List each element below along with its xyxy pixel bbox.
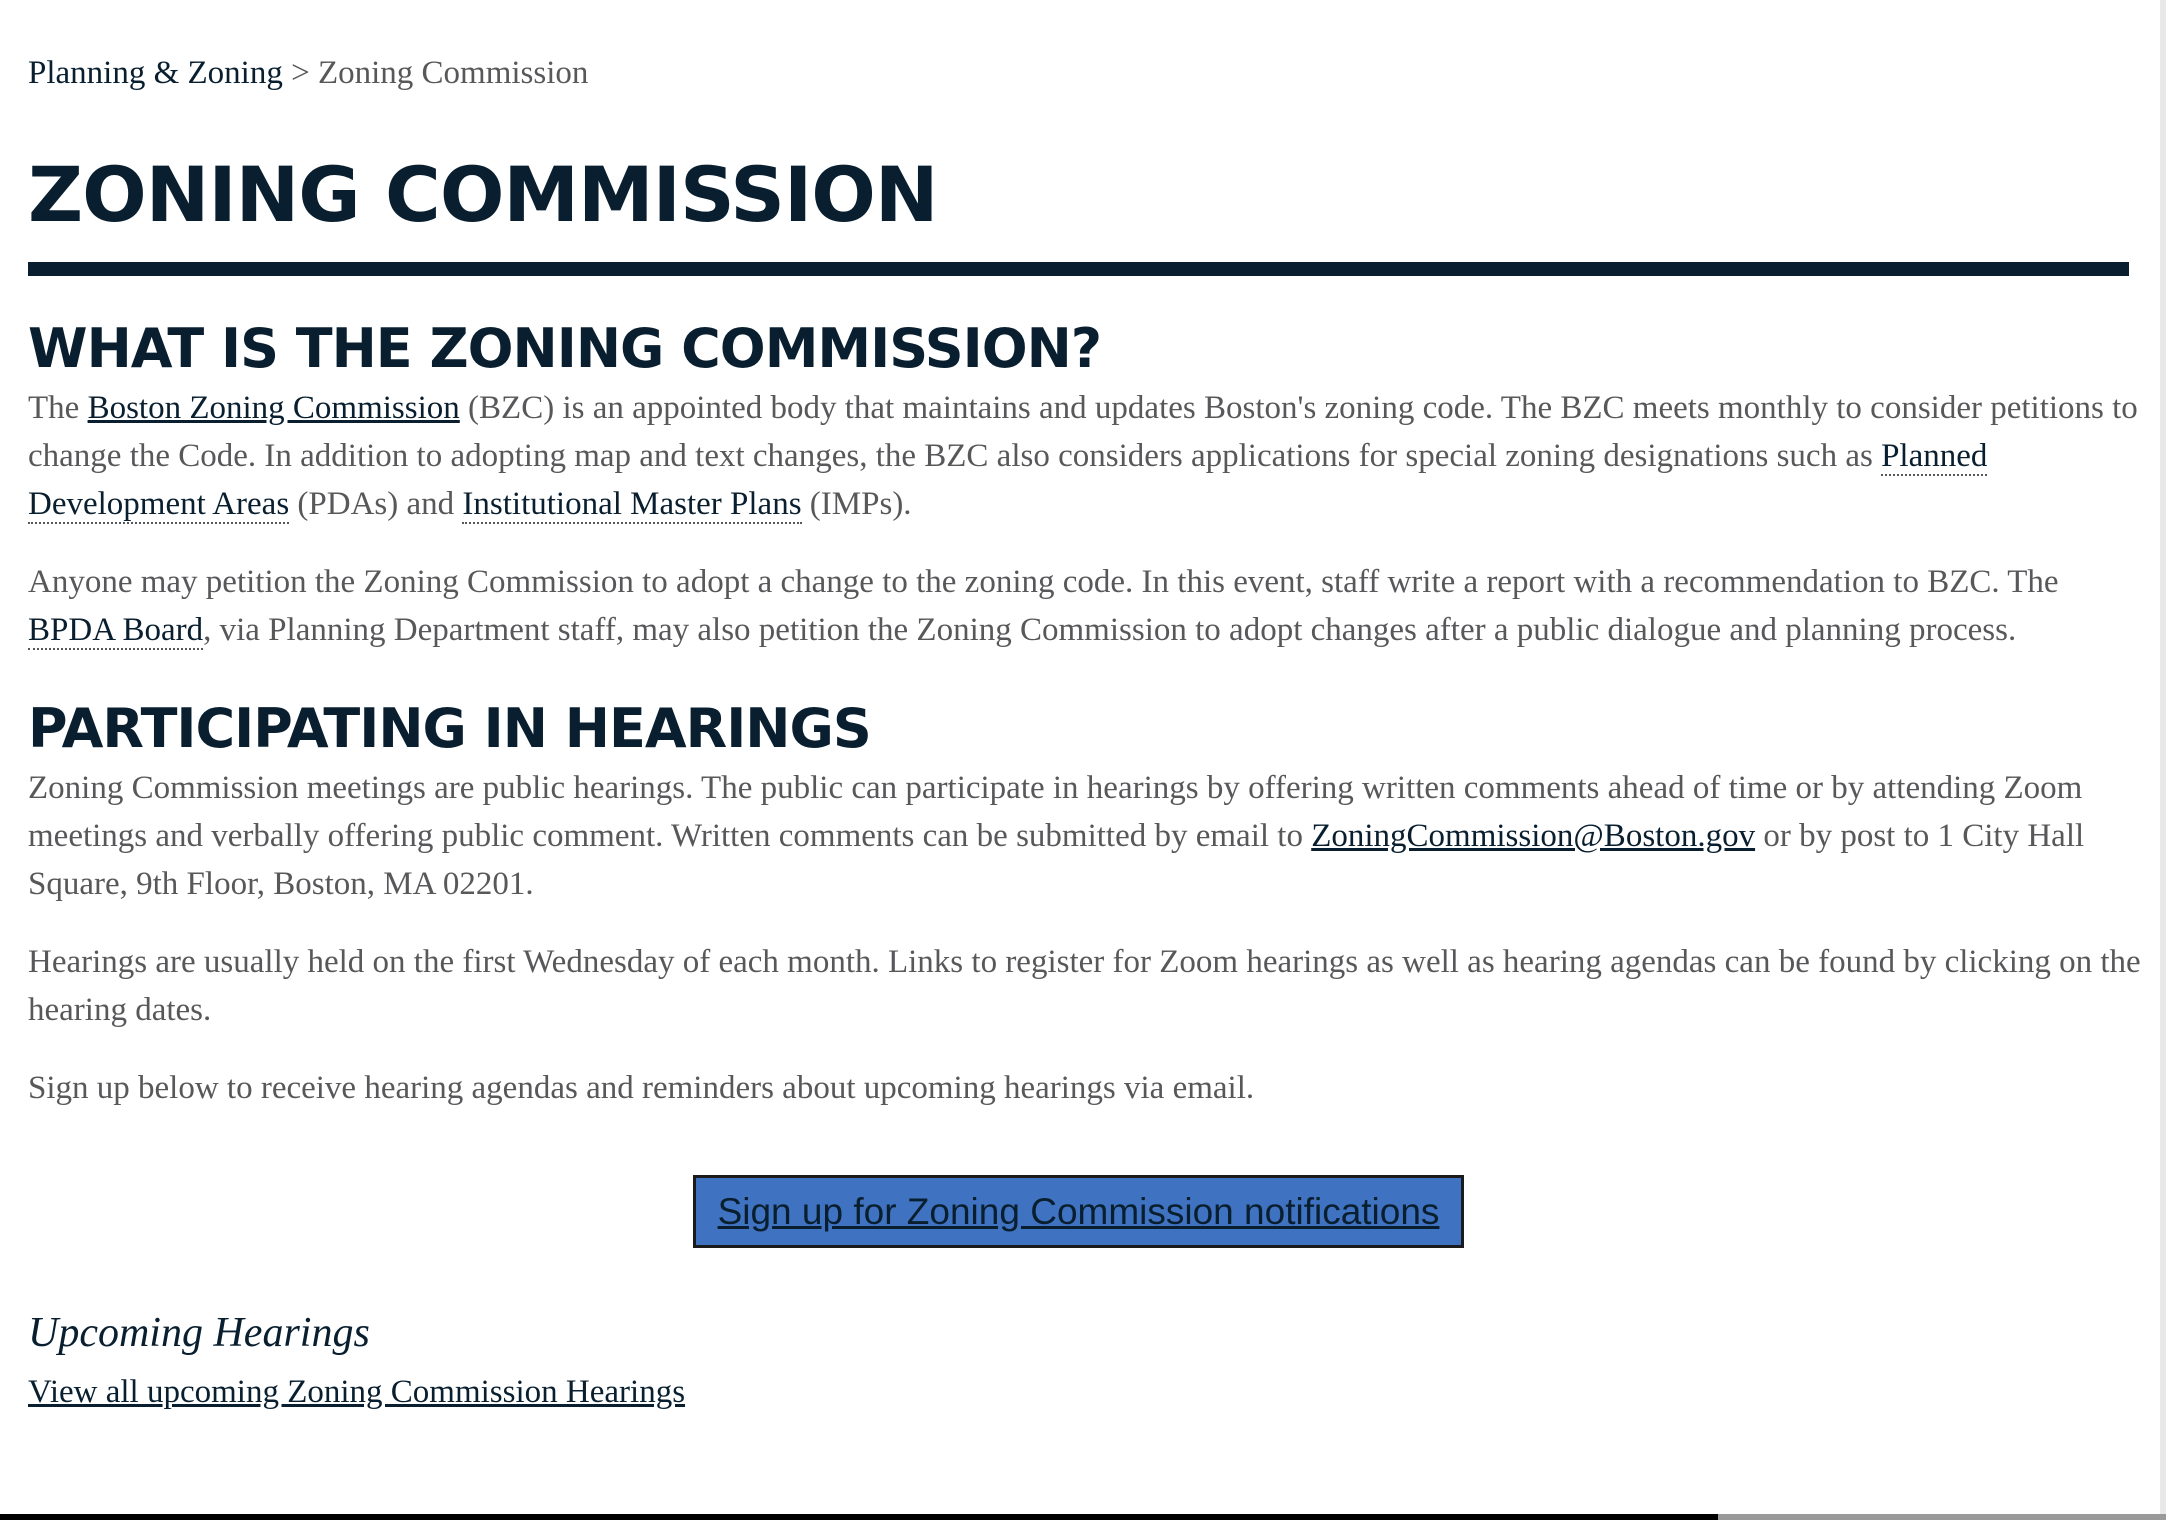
section-heading-participating: PARTICIPATING IN HEARINGS <box>28 697 871 760</box>
cta-container <box>28 1175 2129 1248</box>
footer-divider-right <box>1718 1514 2166 1520</box>
bpda-board-link[interactable]: BPDA Board <box>28 612 204 648</box>
title-divider <box>28 262 2129 276</box>
text-segment: The <box>28 390 88 426</box>
page-title: ZONING COMMISSION <box>28 150 938 239</box>
breadcrumb-current: Zoning Commission <box>317 55 589 91</box>
hearings-paragraph-2: Hearings are usually held on the first Wednesday of each month. Links to register for Zoom hearings as well as hearing agendas can be found by clicking on the hearing dates. <box>28 944 2141 1028</box>
breadcrumb-separator: > <box>291 55 310 91</box>
hearings-paragraph-3: Sign up below to receive hearing agendas and reminders about upcoming hearings via email. <box>28 1070 1255 1106</box>
zoning-commission-email-link[interactable]: ZoningCommission@Boston.gov <box>1311 818 1756 854</box>
text-segment: (IMPs). <box>801 486 912 522</box>
text-segment: (BZC) is an appointed body that maintains and updates Boston's zoning code. The BZC meets monthly to consider petitions to change the Code. In addition to adopting map and text changes, the BZC also considers applications for special zoning designations such as <box>28 390 2138 474</box>
sign-up-notifications-button[interactable]: Sign up for Zoning Commission notifications <box>693 1175 1465 1248</box>
text-segment: (PDAs) and <box>289 486 463 522</box>
planned-development-areas-link[interactable]: Planned Development Areas <box>28 438 1988 522</box>
text-segment: Anyone may petition the Zoning Commission to adopt a change to the zoning code. In this event, staff write a report with a recommendation to BZC. The <box>28 564 2059 600</box>
hearings-paragraph-1 <box>28 764 2148 908</box>
section-heading-what-is: WHAT IS THE ZONING COMMISSION? <box>28 317 1102 380</box>
footer-divider <box>0 1514 1718 1520</box>
breadcrumb <box>28 50 2129 96</box>
scrollbar-track[interactable] <box>2160 0 2166 1520</box>
text-segment: , via Planning Department staff, may also petition the Zoning Commission to adopt changes after a public dialogue and planning process. <box>203 612 2017 648</box>
upcoming-hearings-heading: Upcoming Hearings <box>28 1310 370 1356</box>
institutional-master-plans-link[interactable]: Institutional Master Plans <box>462 486 802 522</box>
view-all-upcoming-hearings-link[interactable]: View all upcoming Zoning Commission Hearings <box>28 1374 686 1410</box>
text-segment: Zoning Commission meetings are public hearings. The public can participate in hearings by offering written comments ahead of time or by attending Zoom meetings and verbally offering public comment. Written comments can be submitted by email to <box>28 770 2083 854</box>
what-is-paragraph-1 <box>28 384 2148 528</box>
breadcrumb-planning-zoning-link[interactable]: Planning & Zoning <box>28 55 283 91</box>
what-is-paragraph-2 <box>28 558 2148 654</box>
boston-zoning-commission-link[interactable]: Boston Zoning Commission <box>87 390 460 426</box>
text-segment: or by post to 1 City Hall Square, 9th Floor, Boston, MA 02201. <box>28 818 2085 902</box>
